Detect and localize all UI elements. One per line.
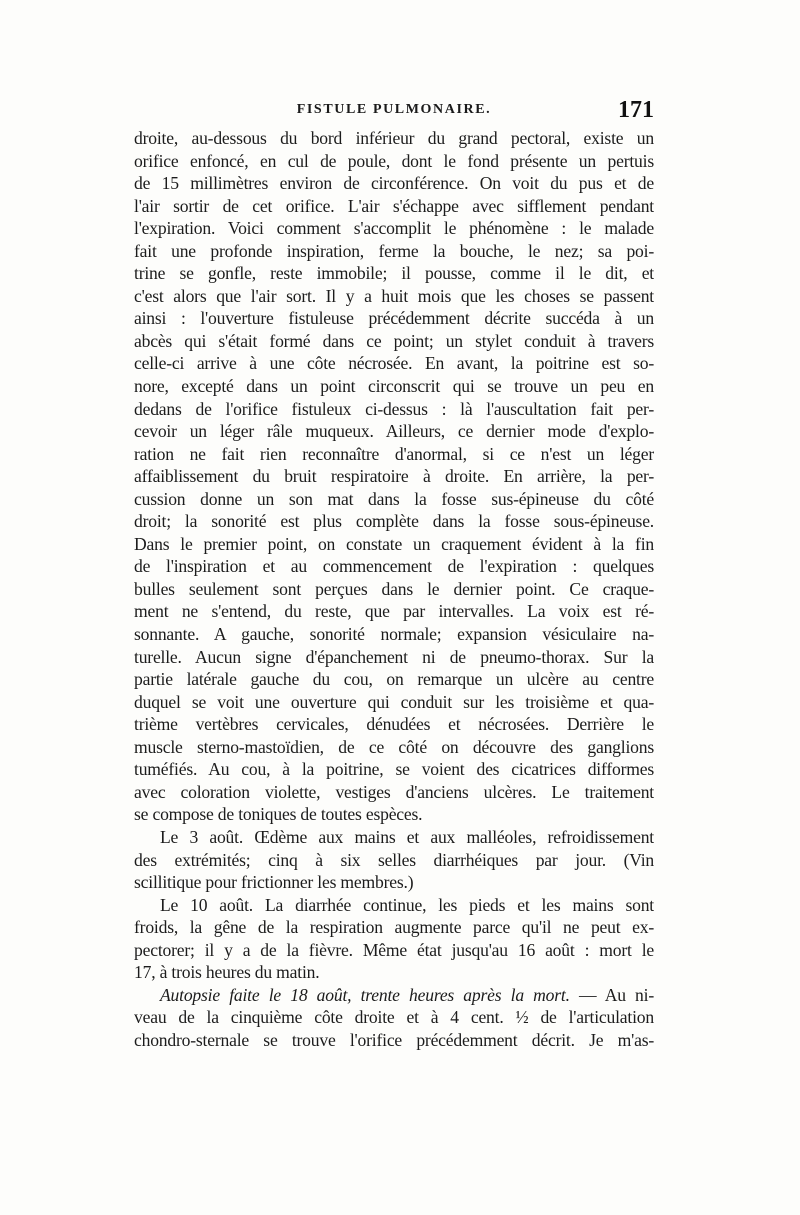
text-line: abcès qui s'était formé dans ce point; un stylet conduit à travers bbox=[134, 330, 654, 351]
text-line: muscle sterno-mastoïdien, de ce côté on découvre des ganglions bbox=[134, 736, 654, 757]
text-line: droite, au-dessous du bord inférieur du grand pectoral, existe un bbox=[134, 128, 654, 148]
text-line: tuméfiés. Au cou, à la poitrine, se voient des cicatrices difformes bbox=[134, 759, 654, 780]
text-line: ration ne fait rien reconnaître d'anormal, si ce n'est un léger bbox=[134, 443, 654, 464]
text-line: celle-ci arrive à une côte nécrosée. En avant, la poitrine est so- bbox=[134, 353, 654, 374]
text-line: Le 3 août. Œdème aux mains et aux malléoles, refroidissement bbox=[160, 826, 654, 847]
running-title: FISTULE PULMONAIRE. bbox=[296, 102, 492, 117]
text-line: ainsi : l'ouverture fistuleuse précédemment décrite succéda à un bbox=[134, 308, 654, 329]
text-line: froids, la gêne de la respiration augmente parce qu'il ne peut ex- bbox=[134, 917, 654, 938]
text-line: de l'inspiration et au commencement de l'expiration : quelques bbox=[134, 556, 654, 577]
text-line: turelle. Aucun signe d'épanchement ni de pneumo-thorax. Sur la bbox=[134, 646, 654, 667]
text-line: l'air sortir de cet orifice. L'air s'échappe avec sifflement pendant bbox=[134, 195, 654, 216]
text-line: bulles seulement sont perçues dans le dernier point. Ce craque- bbox=[134, 578, 654, 599]
text-line: trine se gonfle, reste immobile; il pousse, comme il le dit, et bbox=[134, 263, 654, 284]
text-line: scillitique pour frictionner les membres.) bbox=[134, 872, 414, 893]
text-line: chondro-sternale se trouve l'orifice précédemment décrit. Je m'as- bbox=[134, 1029, 654, 1050]
text-line: Autopsie faite le 18 août, trente heures après la mort. — Au ni- bbox=[160, 984, 654, 1005]
text-line: des extrémités; cinq à six selles diarrhéiques par jour. (Vin bbox=[134, 849, 654, 870]
text-line: de 15 millimètres environ de circonférence. On voit du pus et de bbox=[134, 173, 654, 194]
text-line: Dans le premier point, on constate un craquement évident à la fin bbox=[134, 533, 654, 554]
text-line: avec coloration violette, vestiges d'anciens ulcères. Le traitement bbox=[134, 781, 654, 802]
text-line: sonnante. A gauche, sonorité normale; expansion vésiculaire na- bbox=[134, 624, 654, 645]
text-line: cussion donne un son mat dans la fosse sus-épineuse du côté bbox=[134, 488, 654, 509]
text-line: partie latérale gauche du cou, on remarque un ulcère au centre bbox=[134, 669, 654, 690]
text-line: c'est alors que l'air sort. Il y a huit mois que les choses se passent bbox=[134, 285, 654, 306]
text-line: ment ne s'entend, du reste, que par intervalles. La voix est ré- bbox=[134, 601, 654, 622]
text-line: trième vertèbres cervicales, dénudées et nécrosées. Derrière le bbox=[134, 714, 654, 735]
page-header bbox=[134, 97, 654, 124]
text-line: se compose de toniques de toutes espèces. bbox=[134, 804, 423, 825]
text-line: cevoir un léger râle muqueux. Ailleurs, ce dernier mode d'explo- bbox=[134, 421, 654, 442]
text-line: pectorer; il y a de la fièvre. Même état jusqu'au 16 août : mort le bbox=[134, 939, 654, 960]
text-line: 17, à trois heures du matin. bbox=[134, 962, 320, 983]
text-line: l'expiration. Voici comment s'accomplit le phénomène : le malade bbox=[134, 218, 654, 239]
text-line: veau de la cinquième côte droite et à 4 cent. ½ de l'articulation bbox=[134, 1007, 654, 1028]
text-line: Le 10 août. La diarrhée continue, les pieds et les mains sont bbox=[160, 894, 654, 915]
text-line: dedans de l'orifice fistuleux ci-dessus : là l'auscultation fait per- bbox=[134, 398, 654, 419]
text-line: fait une profonde inspiration, ferme la bouche, le nez; sa poi- bbox=[134, 240, 654, 261]
text-line: duquel se voit une ouverture qui conduit sur les troisième et qua- bbox=[134, 691, 654, 712]
text-line: nore, excepté dans un point circonscrit qui se trouve un peu en bbox=[134, 376, 654, 397]
text-line: droit; la sonorité est plus complète dans la fosse sous-épineuse. bbox=[134, 511, 654, 532]
page-number: 171 bbox=[618, 97, 654, 123]
text-line: affaiblissement du bruit respiratoire à droite. En arrière, la per- bbox=[134, 466, 654, 487]
body-text bbox=[134, 127, 654, 1051]
text-line: orifice enfoncé, en cul de poule, dont le fond présente un pertuis bbox=[134, 150, 654, 171]
